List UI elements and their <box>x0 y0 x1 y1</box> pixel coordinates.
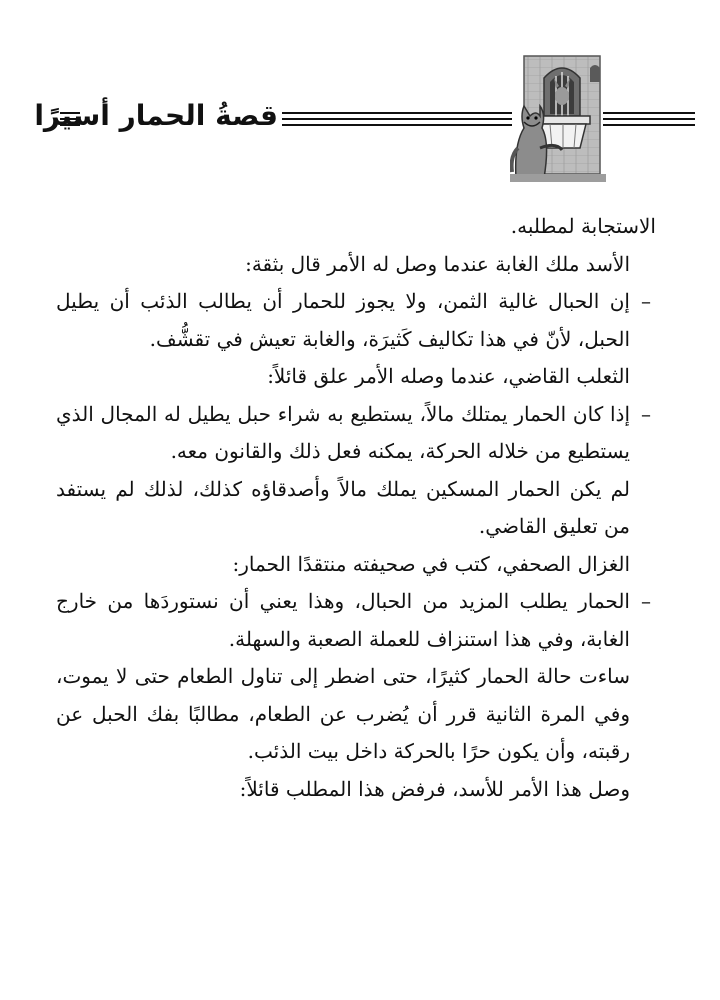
dialogue-paragraph <box>56 583 656 658</box>
story-title: قصةُ الحمار أسيرًا <box>34 99 278 132</box>
paragraph: الغزال الصحفي، كتب في صحيفته منتقدًا الحمار: <box>232 551 630 576</box>
paragraph: لم يكن الحمار المسكين يملك مالاً وأصدقاؤه كذلك، لذلك لم يستفد من تعليق القاضي. <box>56 476 630 538</box>
dialogue-text: الحمار يطلب المزيد من الحبال، وهذا يعني أن نستوردَها من خارج الغابة، وفي هذا استنزاف للعملة الصعبة والسهلة. <box>56 589 630 651</box>
paragraph: الاستجابة لمطلبه. <box>510 214 656 238</box>
paragraph: ساءت حالة الحمار كثيرًا، حتى اضطر إلى تناول الطعام حتى لا يموت، وفي المرة الثانية قرر أن يُضرب عن الطعام، مطالبًا بفك الحبل عن رقبته، وأن يكون حرًا بالحركة داخل بيت الذئب. <box>56 664 630 763</box>
wolf-and-donkey-at-balcony-illustration <box>510 52 606 182</box>
paragraph: الأسد ملك الغابة عندما وصل له الأمر قال بثقة: <box>245 251 630 276</box>
dialogue-dash: – <box>641 289 651 313</box>
paragraph: الثعلب القاضي، عندما وصله الأمر علق قائلاً: <box>267 364 630 388</box>
decorative-rule-right <box>603 112 695 126</box>
dialogue-paragraph <box>56 283 656 358</box>
story-text <box>56 208 656 808</box>
dialogue-paragraph <box>56 396 656 471</box>
dialogue-text: إذا كان الحمار يمتلك مالاً، يستطيع به شراء حبل يطيل له المجال الذي يستطيع من خلاله الحركة، يمكنه فعل ذلك والقانون معه. <box>56 401 630 463</box>
dialogue-text: إن الحبال غالية الثمن، ولا يجوز للحمار أن يطالب الذئب أن يطيل الحبل، لأنّ في هذا تكاليف كَثيرَة، والغابة تعيش في تقشُّف. <box>56 289 630 351</box>
paragraph: وصل هذا الأمر للأسد، فرفض هذا المطلب قائلاً: <box>239 776 630 801</box>
dialogue-dash: – <box>641 589 651 613</box>
decorative-rule-middle <box>282 112 512 126</box>
story-header <box>0 52 720 182</box>
dialogue-dash: – <box>641 401 651 426</box>
